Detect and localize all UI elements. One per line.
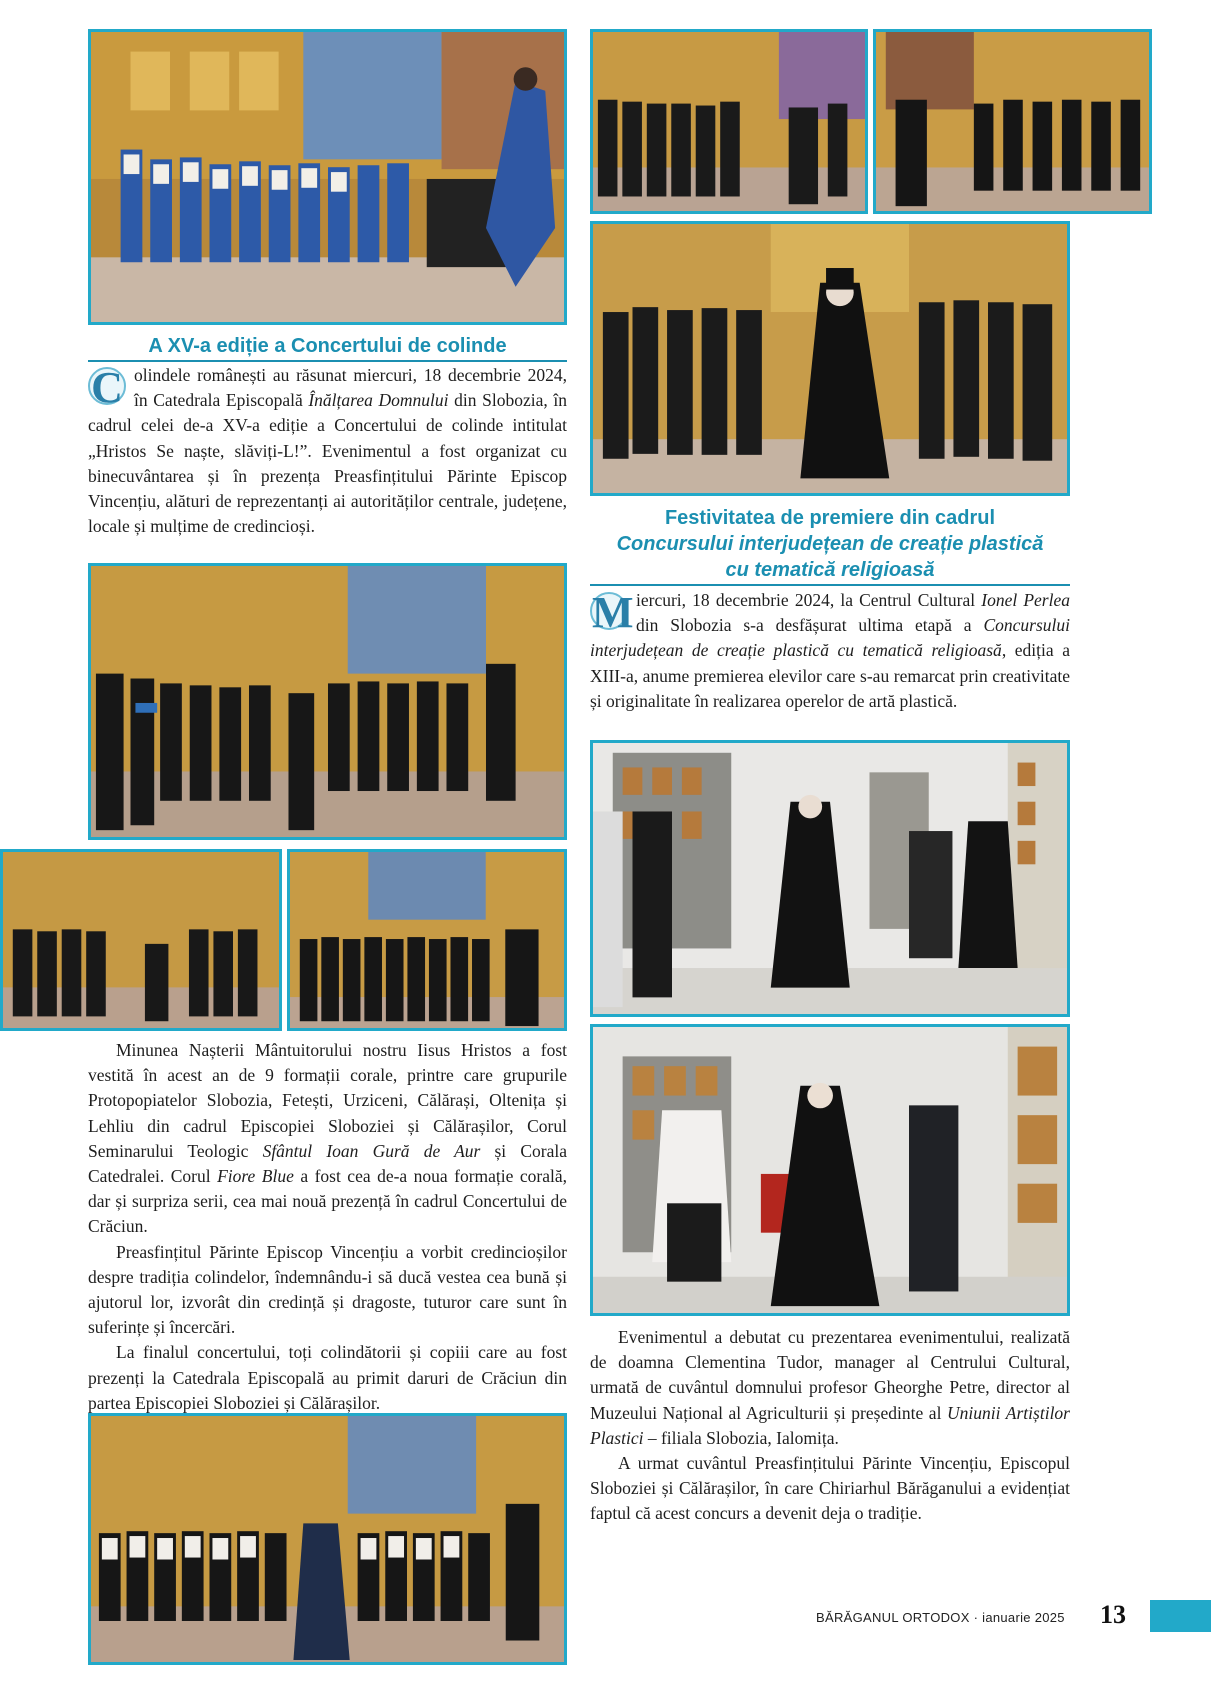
photo-choir-3 — [88, 563, 567, 840]
photo-choir-4 — [0, 849, 282, 1031]
article2-p2-italic: Uniunii Artiștilor Plastici — [590, 1402, 1070, 1448]
article2-p1-c: , ediția a XIII-a, anume premierea elevilor care s-au remarcat prin creativitate și originalitate în realizarea operelor de artă plastică. — [590, 640, 1071, 711]
page-number: 13 — [1100, 1600, 1126, 1629]
article1-p2-b: și Corala Catedralei. Corul — [88, 1140, 567, 1187]
article2-heading-line2: Concursului interjudețean de creație plastică — [616, 533, 1044, 555]
footer-publication — [816, 1610, 1065, 1625]
footer-issue: ianuarie 2025 — [982, 1610, 1065, 1625]
article1-p2-italic-1: Sfântul Ioan Gură de Aur — [262, 1140, 481, 1161]
photo-choir-final — [88, 1413, 567, 1665]
article2-intro — [590, 588, 1070, 714]
photo-children-choir — [88, 29, 567, 325]
photo-choir-5 — [287, 849, 567, 1031]
article1-p2-italic-2: Fiore Blue — [217, 1166, 294, 1187]
article2-p1-italic-1: Ionel Perlea — [981, 590, 1070, 610]
photo-exhibition-1 — [590, 740, 1070, 1017]
article2-heading-line3: cu tematică religioasă — [725, 559, 935, 581]
photo-bishop-speaking — [590, 221, 1070, 496]
article1-intro-italic: Înălțarea Domnului — [308, 390, 449, 411]
article1-heading — [88, 333, 567, 359]
article2-body — [590, 1325, 1070, 1527]
photo-choir-1 — [590, 29, 868, 214]
article1-intro-rest: din Slobozia, în cadrul celei de-a XV-a ediție a Concertului de colinde intitulat „Hristos Se naște, slăviți-L!”. Evenimentul a fost organizat cu binecuvântarea și în prezența Preasfințitului Părinte Episcop Vincențiu, alături de reprezentanți ai autorităților centrale, județene, locale și mulțime de credincioși. — [88, 390, 567, 537]
footer-publication-name: BĂRĂGANUL ORTODOX — [816, 1610, 970, 1625]
article2-p2-b: – filiala Slobozia, Ialomița. — [643, 1427, 839, 1448]
article2-p1-a: iercuri, 18 decembrie 2024, la Centrul Cultural — [636, 590, 982, 610]
photo-award-ceremony — [590, 1024, 1070, 1316]
article2-dropcap: M — [592, 588, 634, 637]
article2-paragraph-3: A urmat cuvântul Preasfințitului Părinte Vincențiu, Episcopul Sloboziei și Călărașilor, în care Chiriarhul Bărăganului a evidențiat faptul că acest concurs a devenit deja o tradiție. — [590, 1453, 1070, 1524]
article1-intro — [88, 363, 567, 539]
article2-heading — [590, 505, 1070, 583]
article1-paragraph-3: Preasfințitul Părinte Episcop Vincențiu a vorbit credincioșilor despre tradiția colindelor, îndemnându-i să ducă vestea cea bună și ajutorul lor, izvorât din credință și dragoste, tuturor care sunt în suferințe și încercări. — [88, 1241, 567, 1338]
article1-body — [88, 1038, 567, 1416]
article1-heading-rule — [88, 360, 567, 362]
footer-separator: · — [969, 1610, 983, 1625]
page-edge-tab — [1150, 1600, 1211, 1632]
article1-paragraph-4: La finalul concertului, toți colindătorii și copiii care au fost prezenți la Catedrala Episcopală au primit daruri de Crăciun din partea Episcopiei Sloboziei și Călărașilor. — [88, 1342, 567, 1413]
article2-p2-a: Evenimentul a debutat cu prezentarea evenimentului, realizată de doamna Clementina Tudor, manager al Centrului Cultural, urmată de cuvântul domnului profesor Gheorghe Petre, director al Muzeului Național al Agriculturii și președinte al — [590, 1327, 1070, 1423]
article2-p1-b: din Slobozia s-a desfășurat ultima etapă a — [636, 615, 984, 636]
article2-heading-rule — [590, 584, 1070, 586]
article1-dropcap: C — [88, 367, 126, 405]
article1-paragraph-2 — [88, 1038, 567, 1240]
article1-p2-a: Minunea Nașterii Mântuitorului nostru Iisus Hristos a fost vestită în acest an de 9 formații corale, printre care grupurile Protopopiatelor Slobozia, Fetești, Urziceni, Călărași, Oltenița și Lehliu din cadrul Episcopiei Sloboziei și Călărașilor, Corul Seminarului Teologic — [88, 1040, 567, 1161]
article1-heading-text: A XV-a ediție a Concertului de colinde — [148, 335, 507, 357]
article1-intro-a: olindele românești au răsunat miercuri, 18 decembrie 2024, în Catedrala Episcopală — [134, 365, 567, 411]
article1-p2-c: a fost cea de-a noua formație corală, dar și surpriza serii, cea mai nouă prezență în cadrul Concertului de Crăciun. — [88, 1166, 567, 1237]
article2-paragraph-2 — [590, 1325, 1070, 1451]
article2-heading-line1: Festivitatea de premiere din cadrul — [664, 507, 996, 529]
article2-p1-italic-2: Concursului interjudețean de creație plastică cu tematică religioasă — [590, 615, 1070, 661]
photo-choir-2 — [873, 29, 1152, 214]
